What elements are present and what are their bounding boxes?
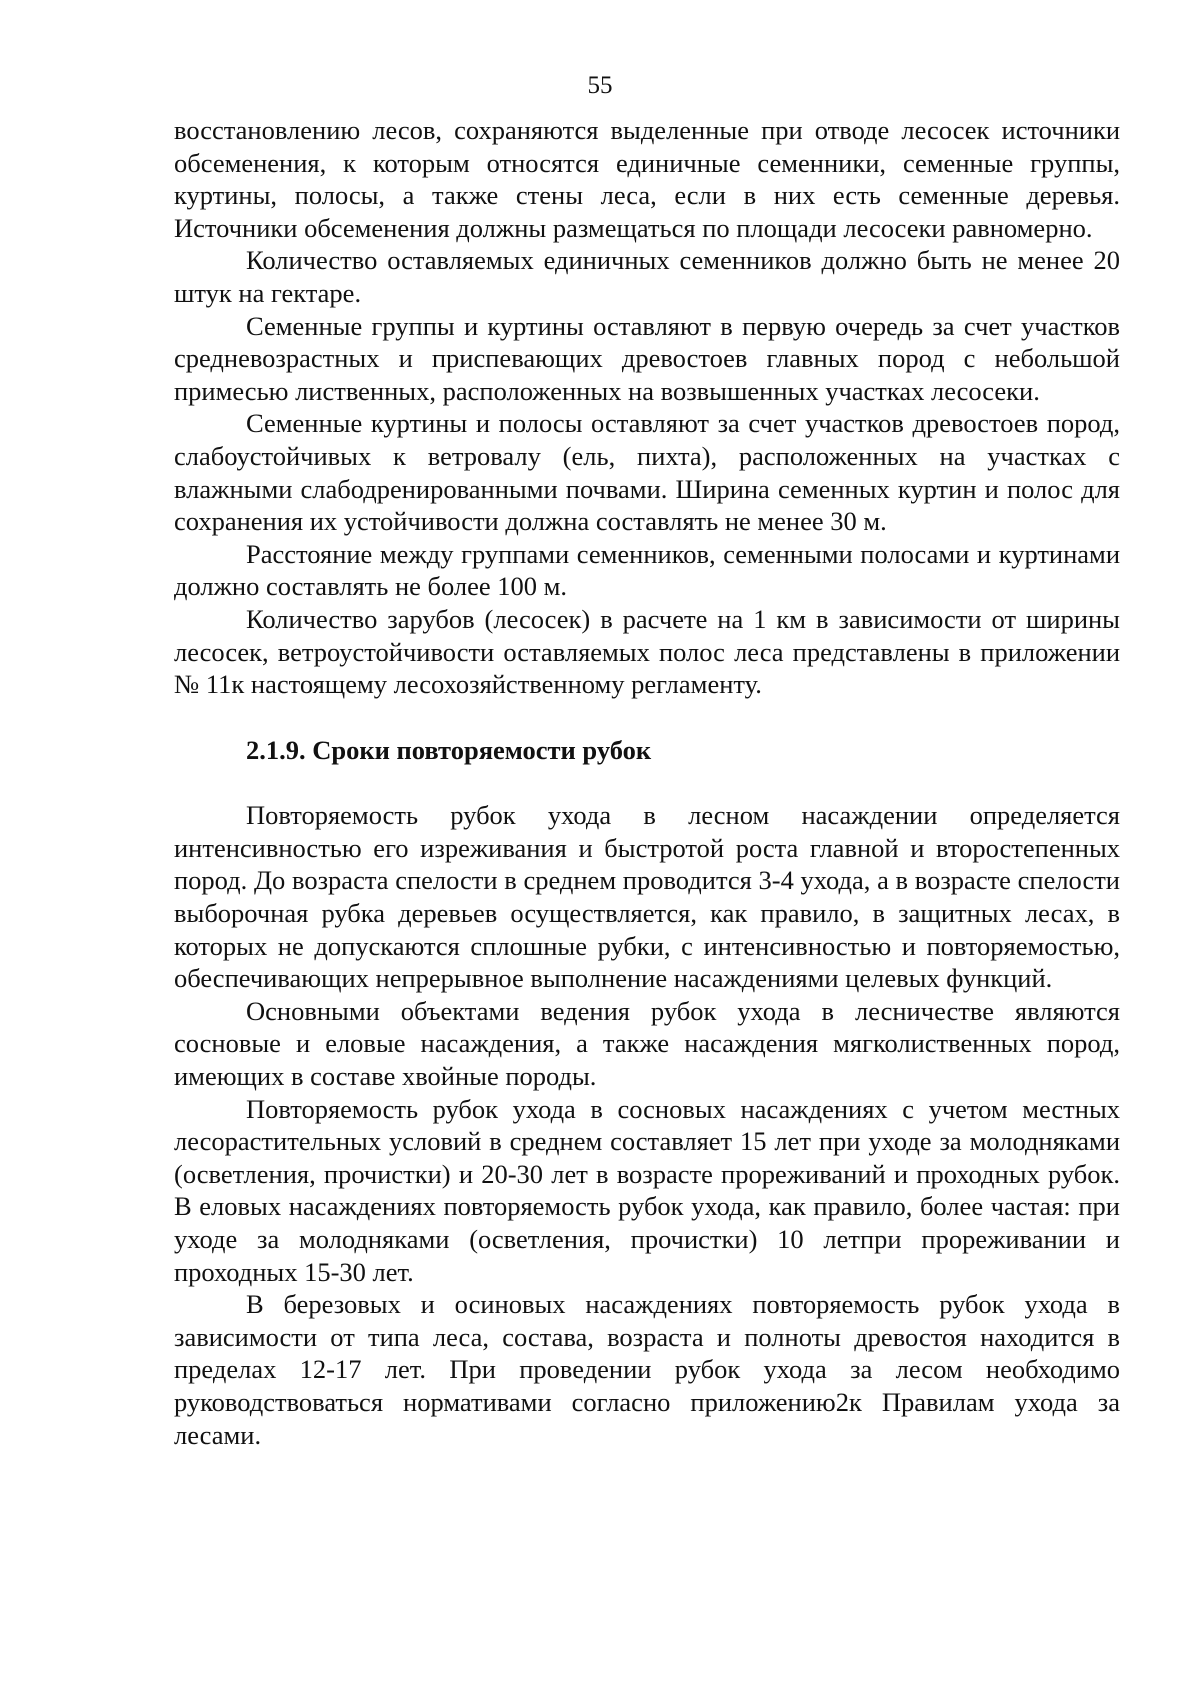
page-number: 55 [587, 72, 613, 99]
paragraph: восстановлению лесов, сохраняются выделенные при отводе лесосек источники обсеменения, к которым относятся единичные семенники, семенные группы, куртины, полосы, а также стены леса, если в них есть семенные деревья. Источники обсеменения должны размещаться по площади лесосеки равномерно. [174, 115, 1120, 243]
paragraph: Семенные куртины и полосы оставляют за счет участков древостоев пород, слабоустойчивых к ветровалу (ель, пихта), расположенных на участках с влажными слабодренированными почвами. Ширина семенных куртин и полос для сохранения их устойчивости должна составлять не менее 30 м. [174, 408, 1120, 537]
body-text [174, 114, 1120, 1451]
paragraph: Основными объектами ведения рубок ухода в лесничестве являются сосновые и еловые насаждения, а также насаждения мягколиственных пород, имеющих в составе хвойные породы. [174, 995, 1120, 1092]
paragraph: Расстояние между группами семенников, семенными полосами и куртинами должно составлять не более 100 м. [174, 538, 1120, 602]
section-heading: 2.1.9. Сроки повторяемости рубок [246, 734, 652, 765]
paragraph: Повторяемость рубок ухода в сосновых насаждениях с учетом местных лесорастительных условий в среднем составляет 15 лет при уходе за молодняками (осветления, прочистки) и 20-30 лет в возрасте прореживаний и проходных рубок. В еловых насаждениях повторяемость рубок ухода, как правило, более частая: при уходе за молодняками (осветления, прочистки) 10 летпри прореживании и проходных 15-30 лет. [174, 1093, 1120, 1287]
paragraph: Семенные группы и куртины оставляют в первую очередь за счет участков средневозрастных и приспевающих древостоев главных пород с небольшой примесью лиственных, расположенных на возвышенных участках лесосеки. [174, 310, 1120, 406]
paragraph: Количество зарубов (лесосек) в расчете на 1 км в зависимости от ширины лесосек, ветроустойчивости оставляемых полос леса представлены в приложении № 11к настоящему лесохозяйственному регламенту. [174, 603, 1120, 700]
paragraph: В березовых и осиновых насаждениях повторяемость рубок ухода в зависимости от типа леса, состава, возраста и полноты древостоя находится в пределах 12-17 лет. При проведении рубок ухода за лесом необходимо руководствоваться нормативами согласно приложению2к Правилам ухода за лесами. [174, 1289, 1120, 1450]
paragraph: Повторяемость рубок ухода в лесном насаждении определяется интенсивностью его изреживания и быстротой роста главной и второстепенных пород. До возраста спелости в среднем проводится 3-4 ухода, а в возрасте спелости выборочная рубка деревьев осуществляется, как правило, в защитных лесах, в которых не допускаются сплошные рубки, с интенсивностью и повторяемостью, обеспечивающих непрерывное выполнение насаждениями целевых функций. [174, 800, 1120, 994]
paragraph: Количество оставляемых единичных семенников должно быть не менее 20 штук на гектаре. [174, 245, 1120, 308]
